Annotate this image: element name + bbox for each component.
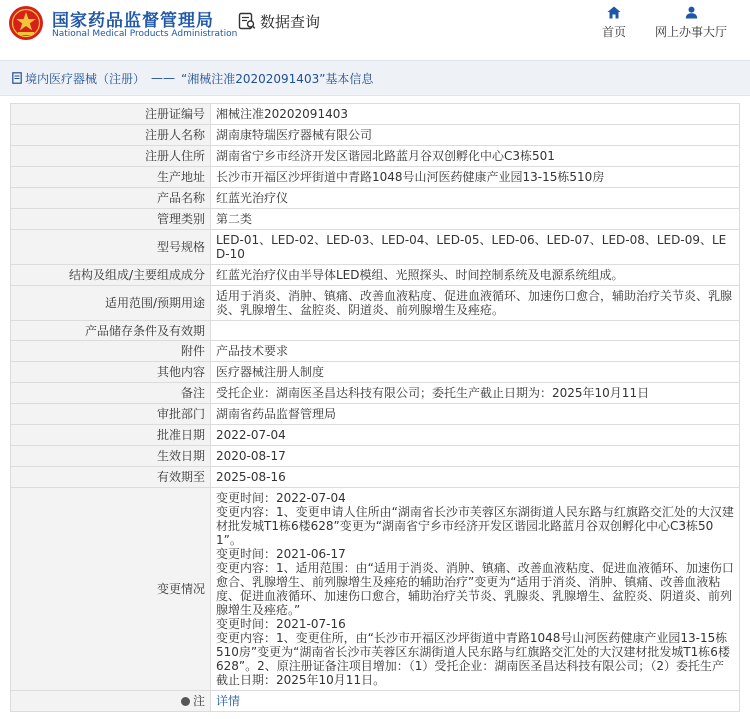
table-row	[11, 362, 740, 383]
table-row	[11, 265, 740, 286]
table-row-note	[11, 691, 740, 712]
breadcrumb-record: “湘械注准20202091403”基本信息	[181, 71, 374, 86]
field-label: 生产地址	[11, 167, 211, 188]
table-row	[11, 230, 740, 265]
table-row	[11, 425, 740, 446]
table-row	[11, 146, 740, 167]
site-brand-title: 国家药品监督管理局	[52, 11, 214, 31]
note-label: 注	[192, 694, 205, 708]
table-row	[11, 446, 740, 467]
breadcrumb-separator: ——	[151, 71, 176, 85]
breadcrumb-section[interactable]: 境内医疗器械（注册）	[25, 71, 146, 86]
nav-online-office-label: 网上办事大厅	[654, 25, 727, 39]
table-row	[11, 383, 740, 404]
table-row	[11, 286, 740, 321]
field-value: 红蓝光治疗仪由半导体LED模组、光照探头、时间控制系统及电源系统组成。	[211, 265, 740, 286]
change-history	[211, 488, 740, 691]
note-value-cell	[211, 691, 740, 712]
note-icon	[181, 697, 190, 706]
field-value: 2022-07-04	[211, 425, 740, 446]
field-label: 附件	[11, 341, 211, 362]
field-value: 2025-08-16	[211, 467, 740, 488]
site-brand-subtitle: National Medical Products Administration	[52, 29, 238, 39]
change-time: 变更时间：2022-07-04	[216, 491, 346, 505]
field-value: 湘械注准20202091403	[211, 104, 740, 125]
field-value: 第二类	[211, 209, 740, 230]
change-content: 变更内容：1、适用范围：由“适用于消炎、消肿、镇痛、改善血液粘度、促进血液循环、加速伤口愈合、乳腺增生、前列腺增生及痤疮的辅助治疗”变更为“适用于消炎、消肿、镇痛、改善血液粘度、促进血液循环、加速伤口愈合，辅助治疗关节炎、乳腺炎、乳腺增生、盆腔炎、阴道炎、前列腺增生及痤疮。”	[216, 561, 734, 617]
document-icon	[12, 72, 22, 84]
field-value: 适用于消炎、消肿、镇痛、改善血液粘度、促进血液循环、加速伤口愈合，辅助治疗关节炎、乳腺炎、乳腺增生、盆腔炎、阴道炎、前列腺增生及痤疮。	[211, 286, 740, 321]
field-label: 适用范围/预期用途	[11, 286, 211, 321]
change-time: 变更时间：2021-06-17	[216, 547, 346, 561]
field-value: 湖南康特瑞医疗器械有限公司	[211, 125, 740, 146]
field-value: 红蓝光治疗仪	[211, 188, 740, 209]
table-row	[11, 341, 740, 362]
field-label: 生效日期	[11, 446, 211, 467]
note-label-cell	[11, 691, 211, 712]
emblem-logo-icon[interactable]	[8, 5, 44, 41]
table-row	[11, 125, 740, 146]
table-row	[11, 188, 740, 209]
field-value: 受托企业：湖南医圣昌达科技有限公司；委托生产截止日期为：2025年10月11日	[211, 383, 740, 404]
field-value: 湖南省宁乡市经济开发区谐园北路蓝月谷双创孵化中心C3栋501	[211, 146, 740, 167]
field-value: 医疗器械注册人制度	[211, 362, 740, 383]
details-link[interactable]: 详情	[216, 694, 241, 708]
field-label: 其他内容	[11, 362, 211, 383]
field-label: 变更情况	[11, 488, 211, 691]
table-row	[11, 167, 740, 188]
table-row	[11, 404, 740, 425]
table-row	[11, 209, 740, 230]
registration-detail-table	[10, 103, 740, 712]
field-label: 批准日期	[11, 425, 211, 446]
table-row	[11, 321, 740, 341]
data-query-icon	[238, 12, 256, 30]
module-title: 数据查询	[260, 12, 321, 31]
change-content: 变更内容：1、变更住所，由“长沙市开福区沙坪街道中青路1048号山河医药健康产业园13-15栋510房”变更为“湖南省长沙市芙蓉区东湖街道人民东路与红旗路交汇处的大汉建材批发城T1栋6楼628”。2、原注册证备注项目增加：（1）受托企业：湖南医圣昌达科技有限公司；（2）委托生产截止日期：2025年10月11日。	[216, 631, 730, 687]
field-label: 产品名称	[11, 188, 211, 209]
table-row	[11, 467, 740, 488]
field-label: 型号规格	[11, 230, 211, 265]
field-value: 产品技术要求	[211, 341, 740, 362]
change-time: 变更时间：2021-07-16	[216, 617, 346, 631]
field-label: 审批部门	[11, 404, 211, 425]
field-label: 注册人名称	[11, 125, 211, 146]
change-content: 变更内容：1、变更申请人住所由“湖南省长沙市芙蓉区东湖街道人民东路与红旗路交汇处的大汉建材批发城T1栋6楼628”变更为“湖南省宁乡市经济开发区谐园北路蓝月谷双创孵化中心C3栋501”。	[216, 505, 734, 547]
field-label: 注册证编号	[11, 104, 211, 125]
table-row-changes	[11, 488, 740, 691]
field-value: 2020-08-17	[211, 446, 740, 467]
field-label: 注册人住所	[11, 146, 211, 167]
table-row	[11, 104, 740, 125]
field-label: 结构及组成/主要组成成分	[11, 265, 211, 286]
field-value: 长沙市开福区沙坪街道中青路1048号山河医药健康产业园13-15栋510房	[211, 167, 740, 188]
nav-home[interactable]	[596, 6, 632, 40]
field-value: LED-01、LED-02、LED-03、LED-04、LED-05、LED-06、LED-07、LED-08、LED-09、LED-10	[211, 230, 740, 265]
nav-home-label: 首页	[601, 25, 626, 39]
field-label: 产品储存条件及有效期	[11, 321, 211, 341]
breadcrumb	[0, 60, 750, 96]
home-icon	[607, 6, 621, 19]
site-header	[0, 0, 750, 56]
user-icon	[685, 6, 698, 19]
field-label: 备注	[11, 383, 211, 404]
field-label: 有效期至	[11, 467, 211, 488]
field-value: 湖南省药品监督管理局	[211, 404, 740, 425]
field-label: 管理类别	[11, 209, 211, 230]
field-value	[211, 321, 740, 341]
nav-online-office[interactable]	[648, 6, 734, 40]
module-heading	[238, 10, 320, 32]
